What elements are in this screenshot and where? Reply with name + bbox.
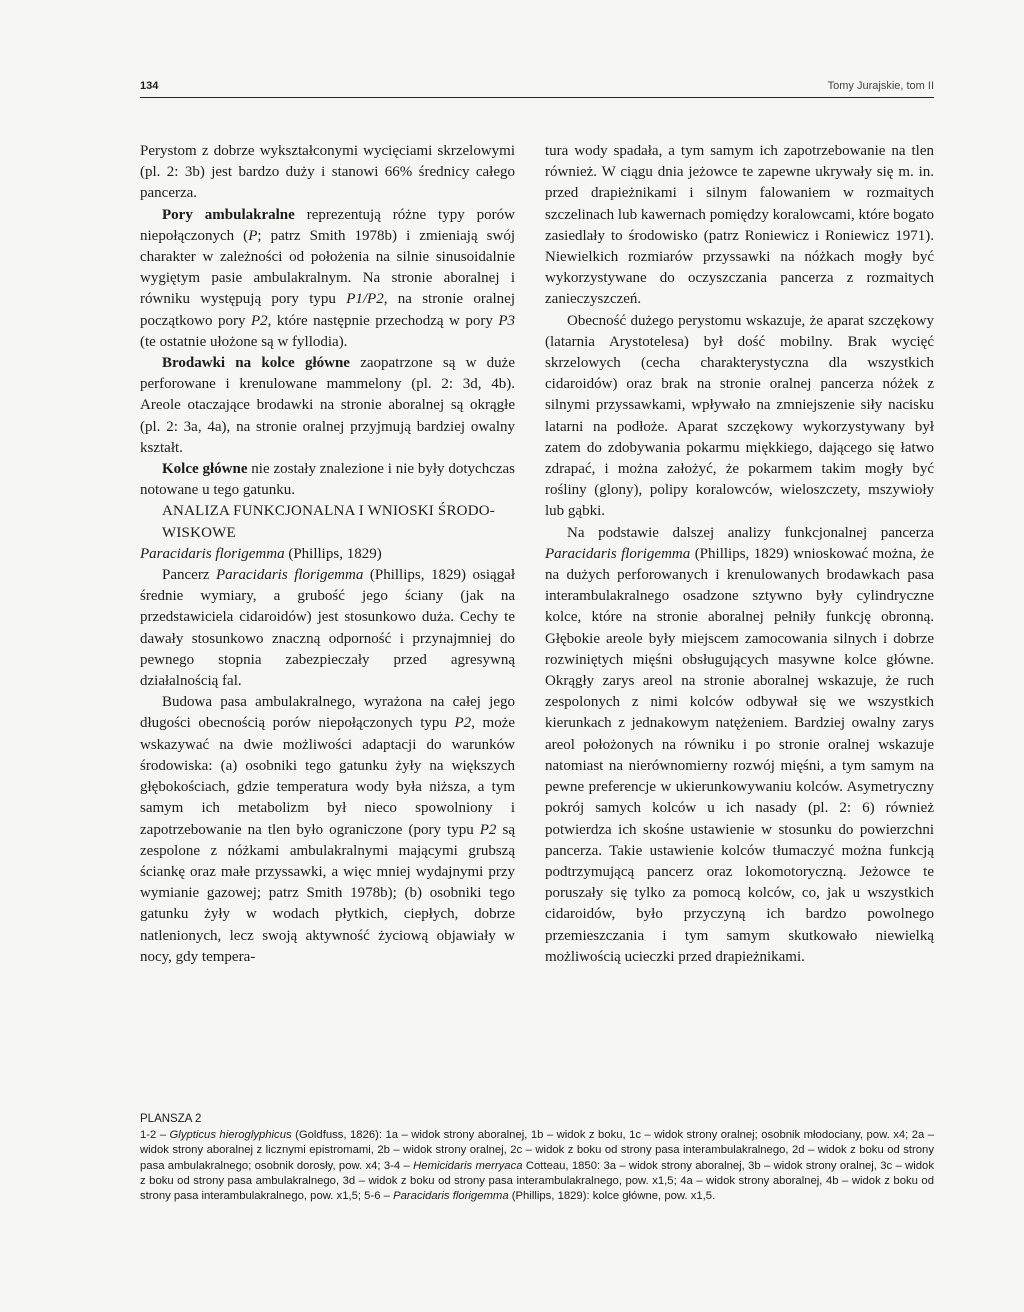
term-pory-ambulakralne: Pory ambulakralne <box>162 206 295 223</box>
page-number: 134 <box>140 80 159 92</box>
paragraph-continuation: tura wody spadała, a tym samym ich zapotrzebowanie na tlen również. W ciągu dnia jeżowce te zapewne ukrywały się m. in. przed drapieżnikami i silnym falowaniem w rozmaitych szczelinach lub kawernach pomiędzy koralowcami, które bogato zasiedlały to środowisko (patrz Roniewicz i Roniewicz 1971). Niewielkich rozmiarów przyssawki na nóżkach mogły być wykorzystywane do oczyszczania pancerza z rozmaitych zanieczyszczeń. <box>545 143 934 308</box>
term-kolce-glowne: Kolce główne <box>162 461 248 478</box>
species-subheading: Paracidaris florigemma (Phillips, 1829) <box>140 545 382 562</box>
plate-caption <box>140 1112 934 1204</box>
paragraph-kolce: Kolce główne nie zostały znalezione i nie były dotychczas notowane u tego gatunku. <box>140 461 515 499</box>
paragraph-functional-analysis: Na podstawie dalszej analizy funkcjonalnej pancerza Paracidaris florigemma (Phillips, 1829) wnioskować można, że na dużych perforowanych i krenulowanych brodawkach pasa interambulakralnego osadzone sztywno były cylindryczne kolce, które na stronie aboralnej pełniły funkcję obronną. Głębokie areole były miejscem zamocowania silnych i dobrze rozwiniętych mięśni obsługujących masywne kolce główne. Okrągły zarys areol na stronie aboralnej wskazuje, że ruch zespolonych z nimi kolców odbywał się we wszystkich kierunkach z jednakowym natężeniem. Bardziej owalny zarys areol położonych na równiku i po stronie oralnej wskazuje natomiast na nierównomierny rozwój mięśni, a tym samym na pewne preferencje w ukierunkowywaniu kolców. Asymetryczny pokrój samych kolców u ich nasady (pl. 2: 6) również potwierdza ich skośne ustawienie w stosunku do powierzchni pancerza. Takie ustawienie kolców tłumaczyć można funkcją podtrzymującą pancerz oraz lokomotoryczną. Jeżowce te poruszały się tylko za pomocą kolców, co, jak u wszystkich cidaroidów, było przyczyną ich bardzo powolnego przemieszczania i tym samym skutkowało niewielką możliwością ucieczki przed drapieżnikami. <box>545 524 934 965</box>
paragraph-pory: Pory ambulakralne reprezentują różne typy porów niepołączonych (P; patrz Smith 1978b) i zmieniają swój charakter w zależności od położenia na silnie sinusoidalnie wygiętym pasie ambulakralnym. Na stronie aboralnej i równiku występują pory typu P1/P2, na stronie oralnej początkowo pory P2, które następnie przechodzą w pory P3 (te ostatnie ułożone są w fyllodia). <box>140 206 516 350</box>
paragraph-brodawki: Brodawki na kolce główne zaopatrzone są w duże perforowane i krenulowane mammelony (pl. 2: 3d, 4b). Areole otaczające brodawki na stronie aboralnej są okrągłe (pl. 2: 3a, 4a), na stronie oralnej przyjmują bardziej owalny kształt. <box>140 355 515 456</box>
caption-body: 1-2 – Glypticus hieroglyphicus (Goldfuss, 1826): 1a – widok strony aboralnej, 1b – widok z boku, 1c – widok strony oralnej; osobnik młodociany, pow. x4; 2a – widok strony aboralnej z licznymi epistromami, 2b – widok strony oralnej, 2c – widok z boku od strony pasa interambulakralnego, 2d – widok z boku od strony pasa ambulakralnego; osobnik dorosły, pow. x4; 3-4 – Hemicidaris merryaca Cotteau, 1850: 3a – widok strony aboralnej, 3b – widok strony oralnej, 3c – widok z boku od strony pasa ambulakralnego, 3d – widok z boku od strony pasa interambulakralnego, pow. x1,5; 4a – widok strony aboralnej, 4b – widok z boku od strony pasa interambulakralnego, pow. x1,5; 5-6 – Paracidaris florigemma (Phillips, 1829): kolce główne, pow. x1,5. <box>140 1129 935 1203</box>
term-brodawki: Brodawki na kolce główne <box>162 355 350 372</box>
page-header <box>140 80 934 98</box>
left-column <box>140 141 515 968</box>
running-head: Tomy Jurajskie, tom II <box>827 80 934 92</box>
right-column <box>545 141 934 968</box>
paragraph-pancerz: Pancerz Paracidaris florigemma (Phillips, 1829) osiągał średnie wymiary, a grubość jego ściany (jak na przedstawiciela cidaroidów) jest stosunkowo duża. Cechy te dawały stosunkowo znaczną odporność i przynajmniej do pewnego stopnia zabezpieczały przed agresywną działalnością fal. <box>140 567 516 690</box>
paragraph-perystom-analysis: Obecność dużego perystomu wskazuje, że aparat szczękowy (latarnia Arystotelesa) był dość mobilny. Brak wycięć skrzelowych (cecha charakterystyczna dla wszystkich cidaroidów) oraz brak na stronie oralnej pancerza nóżek z silnymi przyssawkami, wpływało na zmniejszenie siły nacisku latarni na podłoże. Aparat szczękowy wykorzystywany był zatem do zdobywania pokarmu miękkiego, dającego się łatwo zdrapać, i można założyć, że pokarmem takim mogły być rośliny (glony), polipy koralowców, wieloszczety, mszywioły lub gąbki. <box>545 312 934 520</box>
paragraph-budowa: Budowa pasa ambulakralnego, wyrażona na całej jego długości obecnością porów niepołączonych typu P2, może wskazywać na dwie możliwości adaptacji do warunków środowiska: (a) osobniki tego gatunku żyły na większych głębokościach, gdzie temperatura wody była niższa, a tym samym ich metabolizm był nieco spowolniony i zapotrzebowanie na tlen było ograniczone (pory typu P2 są zespolone z nóżkami ambulakralnymi mającymi grubszą ściankę oraz małe przyssawki, a więc mniej wydajnymi przy wymianie gazowej; patrz Smith 1978b); (b) osobniki tego gatunku żyły w wodach płytkich, ciepłych, dobrze natlenionych, lecz swoją aktywność życiową objawiały w nocy, gdy tempera- <box>140 694 516 965</box>
section-heading: ANALIZA FUNKCJONALNA I WNIOSKI ŚRODO- WISKOWE <box>162 503 495 541</box>
caption-title: PLANSZA 2 <box>140 1113 202 1125</box>
paragraph-perystom: Perystom z dobrze wykształconymi wycięciami skrzelowymi (pl. 2: 3b) jest bardzo duży i stanowi 66% średnicy całego pancerza. <box>140 143 515 202</box>
